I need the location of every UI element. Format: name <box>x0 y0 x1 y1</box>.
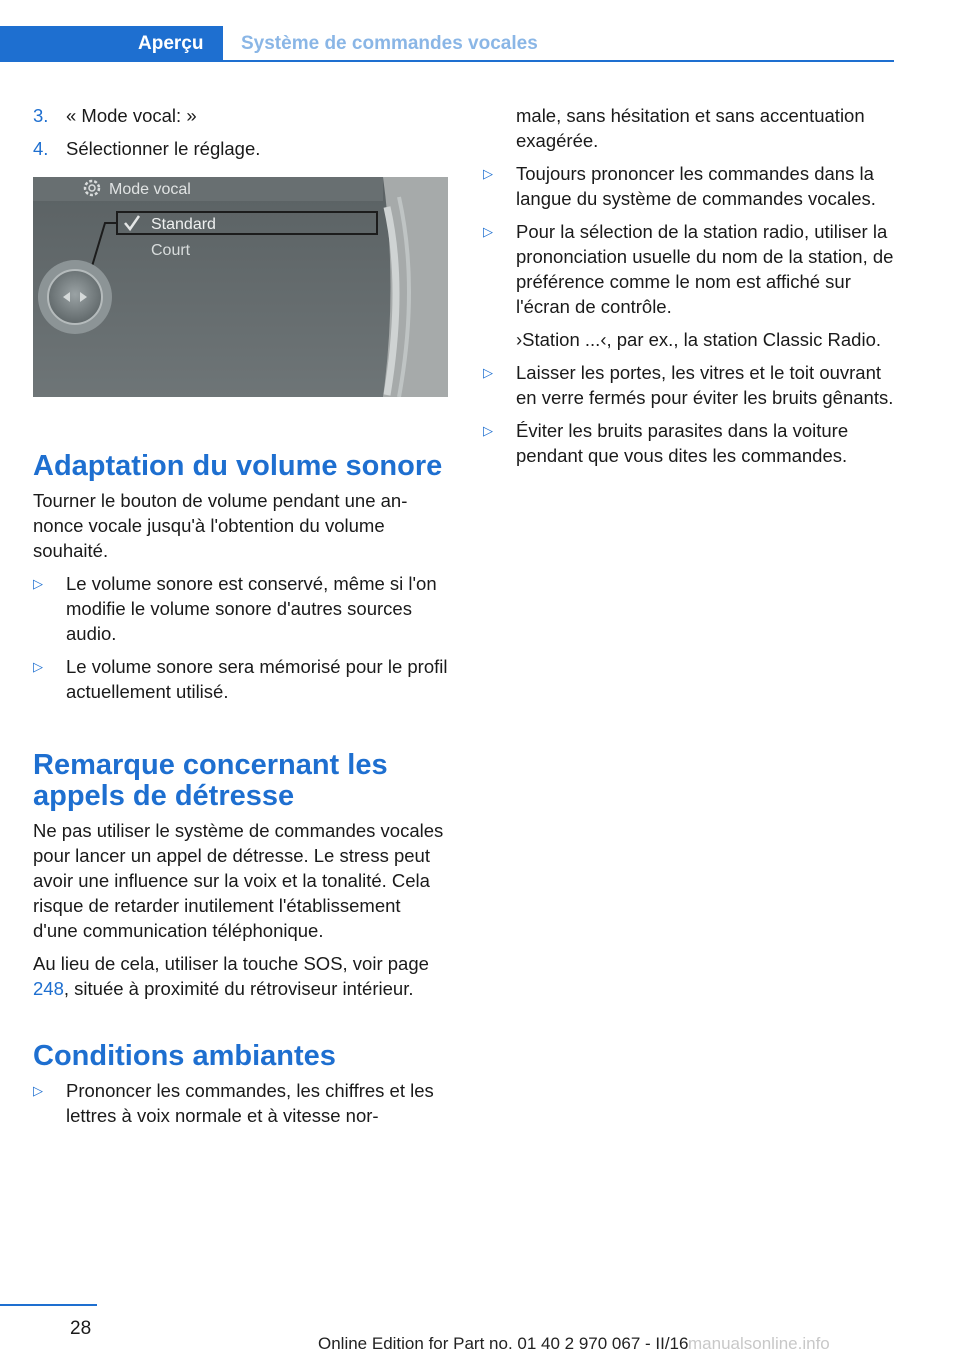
step-text: « Mode vocal: » <box>66 105 197 126</box>
tab-apercu[interactable]: Aperçu <box>0 26 223 62</box>
triangle-bullet-icon: ▷ <box>483 365 493 380</box>
page-header <box>0 26 894 62</box>
step-4 <box>33 136 448 169</box>
radio-example: ›Station ...‹, par ex., la station Classic Radio. <box>516 329 882 350</box>
list-item-text: Laisser les portes, les vitres et le toit ouvrant en verre fermés pour éviter les bruits gênants. <box>516 362 894 408</box>
list-item <box>483 219 903 319</box>
step-text: Sélectionner le réglage. <box>66 138 261 159</box>
edition-text: Online Edition for Part no. 01 40 2 970 067 - II/16 <box>318 1334 689 1353</box>
menu-option-court: Court <box>151 242 191 259</box>
list-item-text: Pour la sélection de la station radio, utiliser la prononciation usuelle du nom de la station, de préférence comme le nom est affiché sur l'écran de contrôle. <box>516 221 894 317</box>
page-number: 28 <box>70 1318 92 1339</box>
list-item <box>483 418 903 468</box>
list-item-text: Le volume sonore est conservé, même si l'on modifie le volume sonore d'autres sources audio. <box>66 573 437 644</box>
list-item-text: Le volume sonore sera mémorisé pour le profil actuellement utilisé. <box>66 656 448 702</box>
section-title-conditions: Conditions ambiantes <box>33 1040 336 1072</box>
list-item-text: Prononcer les commandes, les chiffres et les lettres à voix normale et à vitesse nor- <box>66 1080 434 1126</box>
list-item <box>33 1078 448 1128</box>
triangle-bullet-icon: ▷ <box>33 576 43 591</box>
emergency-paragraph: Ne pas utiliser le système de commandes vocales pour lancer un appel de détresse. Le stress peut avoir une influence sur la voix et la tonalité. Cela risque de retarder inutilement l'établissement d'une communication téléphonique. <box>33 820 444 941</box>
list-item <box>483 360 903 410</box>
section-title-volume: Adaptation du volume sonore <box>33 450 443 482</box>
menu-option-standard: Standard <box>151 216 216 233</box>
list-item-text: Toujours prononcer les commandes dans la langue du système de commandes vocales. <box>516 163 876 209</box>
menu-title: Mode vocal <box>109 181 191 198</box>
right-column <box>483 103 903 476</box>
list-item-text: Éviter les bruits parasites dans la voiture pendant que vous dites les commandes. <box>516 420 849 466</box>
triangle-bullet-icon: ▷ <box>483 166 493 181</box>
sos-paragraph <box>33 951 448 1001</box>
tab-chapter[interactable]: Système de commandes vocales <box>241 33 538 54</box>
step-3 <box>33 103 448 136</box>
triangle-bullet-icon: ▷ <box>33 659 43 674</box>
controller-icon <box>38 260 112 334</box>
triangle-bullet-icon: ▷ <box>483 423 493 438</box>
step-number: 4. <box>33 138 49 159</box>
list-continuation: male, sans hésitation et sans accentuation exagérée. <box>516 105 865 151</box>
sos-text-after: , située à proximité du rétroviseur intérieur. <box>63 978 414 999</box>
left-column <box>33 103 448 1136</box>
volume-intro: Tourner le bouton de volume pendant une annonce vocale jusqu'à l'obtention du volume souhaité. <box>33 490 408 561</box>
list-item <box>33 571 448 646</box>
footer-rule <box>0 1304 97 1306</box>
idrive-screen-figure <box>33 177 448 397</box>
triangle-bullet-icon: ▷ <box>483 224 493 239</box>
triangle-bullet-icon: ▷ <box>33 1083 43 1098</box>
section-title-emergency: Remarque concernant les appels de détresse <box>33 749 388 812</box>
list-item <box>483 161 903 211</box>
page-link-248[interactable]: 248 <box>33 978 64 999</box>
step-number: 3. <box>33 105 49 126</box>
screen-illustration <box>33 177 448 397</box>
list-item <box>33 654 448 704</box>
watermark: manualsonline.info <box>688 1334 830 1353</box>
sos-text-before: Au lieu de cela, utiliser la touche SOS, voir page <box>33 953 429 974</box>
